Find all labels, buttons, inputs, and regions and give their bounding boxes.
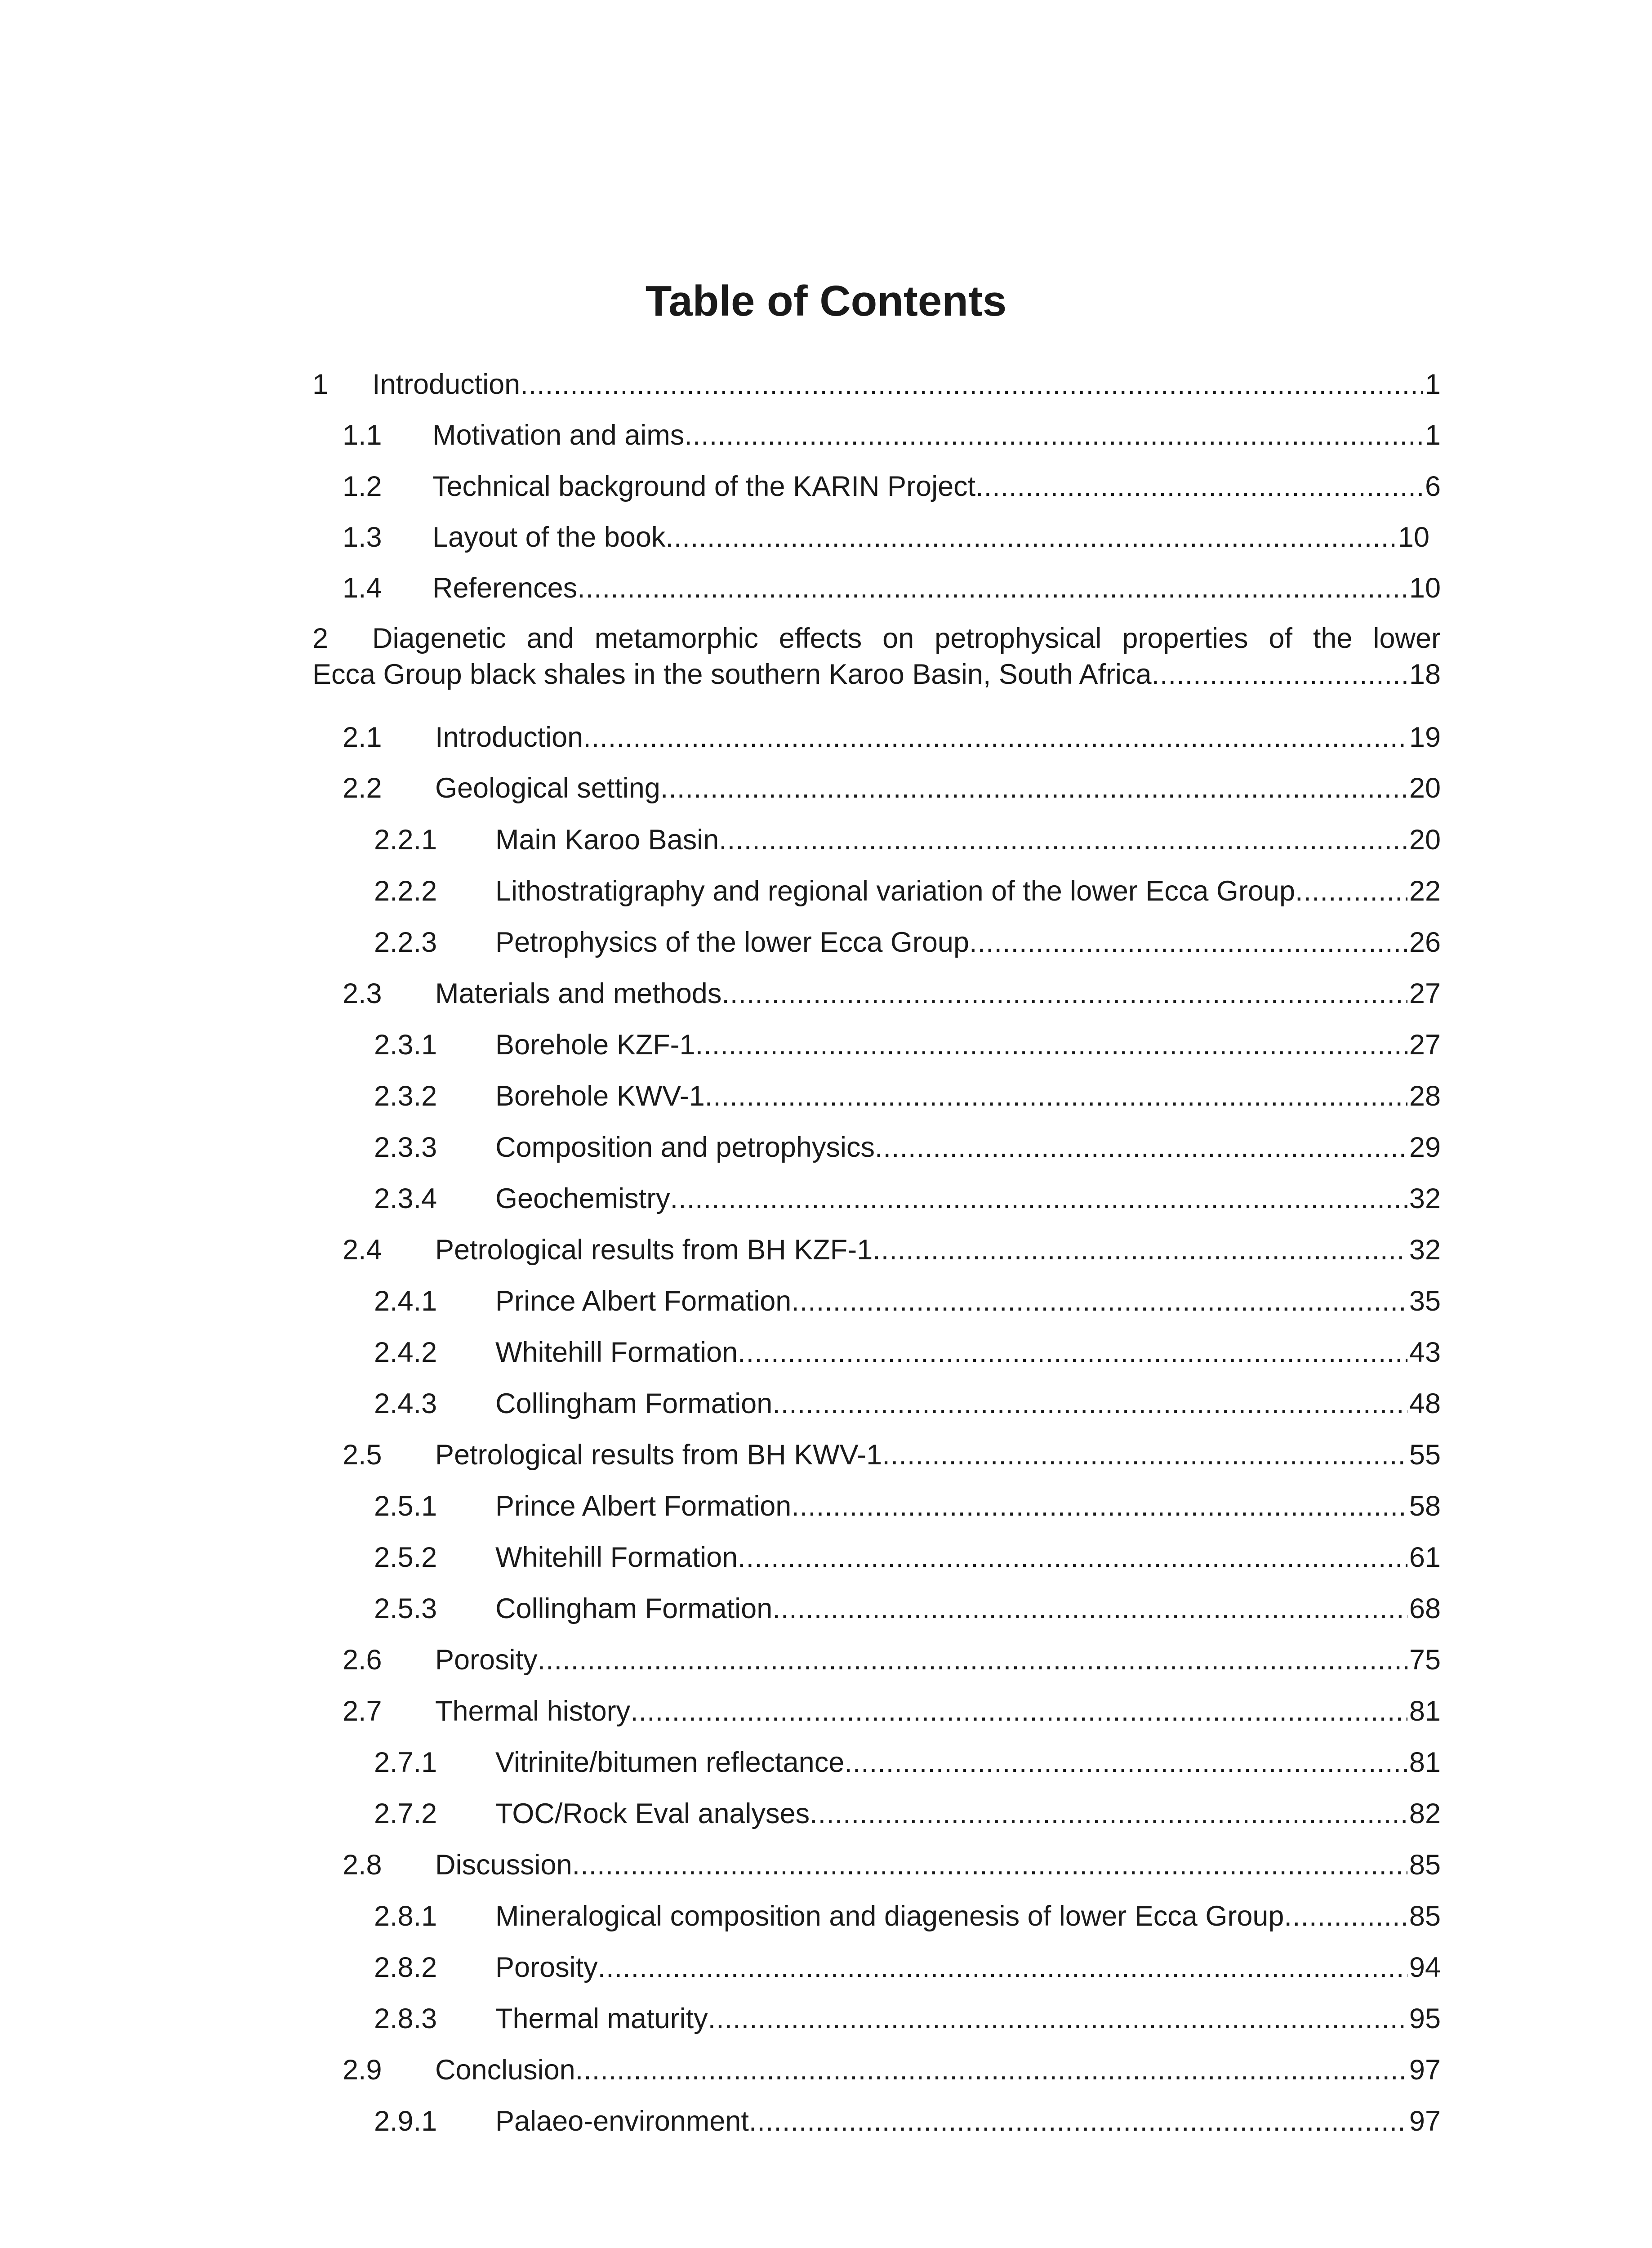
toc-leader-dots <box>749 2103 1407 2139</box>
toc-entry-title: Introduction <box>435 722 583 753</box>
toc-entry-page: 32 <box>1409 1183 1441 1214</box>
toc-entry-page: 19 <box>1409 722 1441 753</box>
toc-entry-number: 2.2 <box>343 772 382 804</box>
toc-entry-title: Discussion <box>435 1849 572 1881</box>
toc-entry-number: 2.7.1 <box>374 1747 437 1778</box>
toc-entry-title: Geological setting <box>435 772 660 804</box>
toc-entry-number: 2.8.1 <box>374 1900 437 1932</box>
toc-entry[interactable] <box>374 1949 1441 1985</box>
toc-entry[interactable] <box>343 1437 1441 1473</box>
toc-leader-dots <box>660 770 1407 806</box>
toc-entry-page: 68 <box>1409 1593 1441 1624</box>
toc-leader-dots <box>572 1847 1407 1883</box>
toc-entry-page: 55 <box>1409 1439 1441 1471</box>
toc-entry-title-continued: Ecca Group black shales in the southern Karoo Basin, South Africa <box>312 659 1152 690</box>
toc-entry-number: 1.3 <box>343 522 382 553</box>
toc-entry-title: Collingham Formation <box>495 1593 773 1624</box>
toc-entry-page: 1 <box>1425 419 1441 451</box>
toc-leader-dots <box>1295 873 1407 909</box>
toc-entry-number: 2.4.2 <box>374 1337 437 1368</box>
toc-entry-number: 2.5.1 <box>374 1490 437 1522</box>
toc-entry-chapter[interactable] <box>312 620 1441 692</box>
toc-entry[interactable] <box>343 519 1429 555</box>
toc-entry[interactable] <box>374 822 1441 858</box>
toc-entry-number: 2.6 <box>343 1644 382 1676</box>
toc-leader-dots <box>598 1949 1407 1985</box>
toc-entry-page: 85 <box>1409 1849 1441 1881</box>
toc-entry-number: 2.5.3 <box>374 1593 437 1624</box>
toc-leader-dots <box>975 468 1423 504</box>
toc-leader-dots <box>1284 1898 1407 1934</box>
toc-entry-page: 58 <box>1409 1490 1441 1522</box>
toc-entry[interactable] <box>374 1283 1441 1319</box>
toc-leader-dots <box>719 822 1407 858</box>
toc-leader-dots <box>684 417 1423 453</box>
toc-entry[interactable] <box>374 1744 1441 1780</box>
toc-entry[interactable] <box>343 417 1441 453</box>
toc-entry-title: Diagenetic and metamorphic effects on petrophysical properties of the lower <box>372 623 1441 654</box>
toc-entry[interactable] <box>374 1181 1441 1217</box>
toc-entry[interactable] <box>374 924 1441 960</box>
toc-entry-title: Vitrinite/bitumen reflectance <box>495 1747 845 1778</box>
toc-entry-page: 95 <box>1409 2003 1441 2034</box>
toc-entry-page: 75 <box>1409 1644 1441 1676</box>
toc-entry[interactable] <box>374 1591 1441 1627</box>
toc-entry-number: 2.7 <box>343 1695 382 1727</box>
toc-entry-number: 2.5.2 <box>374 1542 437 1573</box>
toc-entry-number: 2.8 <box>343 1849 382 1881</box>
toc-leader-dots <box>520 366 1423 402</box>
toc-entry-page: 20 <box>1409 772 1441 804</box>
toc-leader-dots <box>695 1027 1407 1063</box>
toc-entry-title: Petrological results from BH KWV-1 <box>435 1439 882 1471</box>
toc-entry[interactable] <box>343 1642 1441 1678</box>
toc-leader-dots <box>969 924 1407 960</box>
toc-entry-title: Petrological results from BH KZF-1 <box>435 1234 873 1266</box>
toc-entry-page: 97 <box>1409 2105 1441 2137</box>
toc-leader-dots <box>577 570 1407 606</box>
toc-leader-dots <box>670 1181 1407 1217</box>
toc-entry-page: 97 <box>1409 2054 1441 2086</box>
toc-entry-title: Technical background of the KARIN Project <box>432 471 976 502</box>
toc-entry[interactable] <box>343 1232 1441 1268</box>
toc-entry-page: 18 <box>1409 659 1441 690</box>
toc-entry-page: 85 <box>1409 1900 1441 1932</box>
toc-entry-number: 2.4.3 <box>374 1388 437 1419</box>
toc-entry-title: Mineralogical composition and diagenesis of lower Ecca Group <box>495 1900 1284 1932</box>
toc-leader-dots <box>844 1744 1407 1780</box>
toc-leader-dots <box>721 976 1407 1012</box>
toc-entry-page: 81 <box>1409 1747 1441 1778</box>
toc-entry-number: 2.3 <box>343 978 382 1009</box>
toc-entry[interactable] <box>343 976 1441 1012</box>
toc-entry[interactable] <box>343 570 1441 606</box>
toc-entry-title: Conclusion <box>435 2054 575 2086</box>
toc-entry-title: TOC/Rock Eval analyses <box>495 1798 810 1829</box>
toc-entry-number: 2.7.2 <box>374 1798 437 1829</box>
toc-entry[interactable] <box>374 1539 1441 1575</box>
toc-entry[interactable] <box>343 468 1441 504</box>
toc-leader-dots <box>791 1283 1407 1319</box>
toc-leader-dots <box>1152 656 1407 692</box>
toc-entry-page: 48 <box>1409 1388 1441 1419</box>
toc-leader-dots <box>875 1129 1407 1165</box>
toc-entry-page: 28 <box>1409 1080 1441 1112</box>
toc-entry[interactable] <box>374 2001 1441 2037</box>
toc-entry-title: Petrophysics of the lower Ecca Group <box>495 927 969 958</box>
toc-entry-page: 61 <box>1409 1542 1441 1573</box>
toc-entry-title: Borehole KZF-1 <box>495 1029 695 1061</box>
toc-entry-title: Borehole KWV-1 <box>495 1080 705 1112</box>
toc-entry-title: Whitehill Formation <box>495 1337 738 1368</box>
toc-entry-number: 2.3.1 <box>374 1029 437 1061</box>
toc-entry-page: 29 <box>1409 1132 1441 1163</box>
toc-entry[interactable] <box>374 1078 1441 1114</box>
toc-entry-title: Porosity <box>435 1644 538 1676</box>
toc-entry-title: Prince Albert Formation <box>495 1490 792 1522</box>
toc-leader-dots <box>791 1488 1407 1524</box>
toc-entry-title: References <box>432 572 578 604</box>
toc-entry-page: 1 <box>1425 369 1441 400</box>
toc-entry-page: 94 <box>1409 1952 1441 1983</box>
toc-entry-number: 2.9.1 <box>374 2105 437 2137</box>
toc-leader-dots <box>665 519 1396 555</box>
toc-entry-page: 20 <box>1409 824 1441 856</box>
toc-leader-dots <box>882 1437 1407 1473</box>
toc-entry[interactable] <box>374 873 1441 909</box>
toc-entry-number: 2.2.1 <box>374 824 437 856</box>
toc-entry-title: Porosity <box>495 1952 598 1983</box>
toc-entry-page: 22 <box>1409 875 1441 907</box>
toc-leader-dots <box>772 1591 1407 1627</box>
toc-entry-title: Whitehill Formation <box>495 1542 738 1573</box>
toc-entry-page: 35 <box>1409 1285 1441 1317</box>
toc-leader-dots <box>738 1539 1407 1575</box>
toc-entry-title: Geochemistry <box>495 1183 670 1214</box>
toc-entry-page: 32 <box>1409 1234 1441 1266</box>
toc-leader-dots <box>772 1386 1407 1422</box>
toc-leader-dots <box>583 719 1407 755</box>
page-title: Table of Contents <box>645 277 1007 325</box>
toc-entry-number: 2.3.2 <box>374 1080 437 1112</box>
toc-entry-title: Thermal history <box>435 1695 631 1727</box>
toc-entry[interactable] <box>312 366 1441 402</box>
toc-entry-page: 26 <box>1409 927 1441 958</box>
toc-entry-page: 82 <box>1409 1798 1441 1829</box>
toc-entry-title: Layout of the book <box>432 522 666 553</box>
toc-entry[interactable] <box>374 1898 1441 1934</box>
toc-entry[interactable] <box>374 1386 1441 1422</box>
toc-entry[interactable] <box>374 1129 1441 1165</box>
toc-entry-page: 81 <box>1409 1695 1441 1727</box>
toc-leader-dots <box>538 1642 1407 1678</box>
toc-leader-dots <box>630 1693 1407 1729</box>
toc-entry-title: Thermal maturity <box>495 2003 708 2034</box>
toc-entry[interactable] <box>343 719 1441 755</box>
toc-entry-page: 10 <box>1409 572 1441 604</box>
toc-entry-page: 27 <box>1409 978 1441 1009</box>
toc-entry-number: 1.1 <box>343 419 382 451</box>
toc-entry-number: 2.3.4 <box>374 1183 437 1214</box>
toc-entry-number: 2 <box>312 623 329 654</box>
toc-leader-dots <box>575 2052 1407 2088</box>
toc-entry[interactable] <box>374 1488 1441 1524</box>
toc-entry-number: 2.4 <box>343 1234 382 1266</box>
toc-entry-title: Composition and petrophysics <box>495 1132 875 1163</box>
toc-entry-number: 1.2 <box>343 471 382 502</box>
toc-entry-title: Materials and methods <box>435 978 722 1009</box>
toc-entry-number: 1 <box>312 369 329 400</box>
toc-entry-title: Collingham Formation <box>495 1388 773 1419</box>
toc-entry-number: 2.5 <box>343 1439 382 1471</box>
toc-entry-page: 10 <box>1398 522 1429 553</box>
toc-entry-number: 1.4 <box>343 572 382 604</box>
toc-leader-dots <box>738 1334 1407 1370</box>
toc-entry-title: Introduction <box>372 369 521 400</box>
toc-entry-number: 2.2.3 <box>374 927 437 958</box>
toc-entry-page: 27 <box>1409 1029 1441 1061</box>
toc-entry-title: Lithostratigraphy and regional variation of the lower Ecca Group <box>495 875 1296 907</box>
toc-entry[interactable] <box>343 2052 1441 2088</box>
toc-entry-number: 2.8.3 <box>374 2003 437 2034</box>
toc-leader-dots <box>810 1796 1407 1832</box>
toc-entry[interactable] <box>343 770 1441 806</box>
toc-leader-dots <box>708 2001 1407 2037</box>
toc-entry-title: Motivation and aims <box>432 419 685 451</box>
toc-entry[interactable] <box>343 1693 1441 1729</box>
toc-entry-page: 6 <box>1425 471 1441 502</box>
toc-leader-dots <box>705 1078 1407 1114</box>
toc-entry-number: 2.1 <box>343 722 382 753</box>
toc-entry[interactable] <box>374 2103 1441 2139</box>
toc-entry[interactable] <box>374 1027 1441 1063</box>
toc-entry[interactable] <box>343 1847 1441 1883</box>
toc-entry[interactable] <box>374 1334 1441 1370</box>
toc-entry-title: Prince Albert Formation <box>495 1285 792 1317</box>
toc-entry[interactable] <box>374 1796 1441 1832</box>
toc-entry-number: 2.4.1 <box>374 1285 437 1317</box>
toc-entry-title: Main Karoo Basin <box>495 824 719 856</box>
toc-leader-dots <box>873 1232 1407 1268</box>
toc-entry-number: 2.8.2 <box>374 1952 437 1983</box>
toc-entry-number: 2.3.3 <box>374 1132 437 1163</box>
toc-entry-number: 2.2.2 <box>374 875 437 907</box>
toc-entry-number: 2.9 <box>343 2054 382 2086</box>
toc-entry-title: Palaeo-environment <box>495 2105 749 2137</box>
toc-entry-page: 43 <box>1409 1337 1441 1368</box>
